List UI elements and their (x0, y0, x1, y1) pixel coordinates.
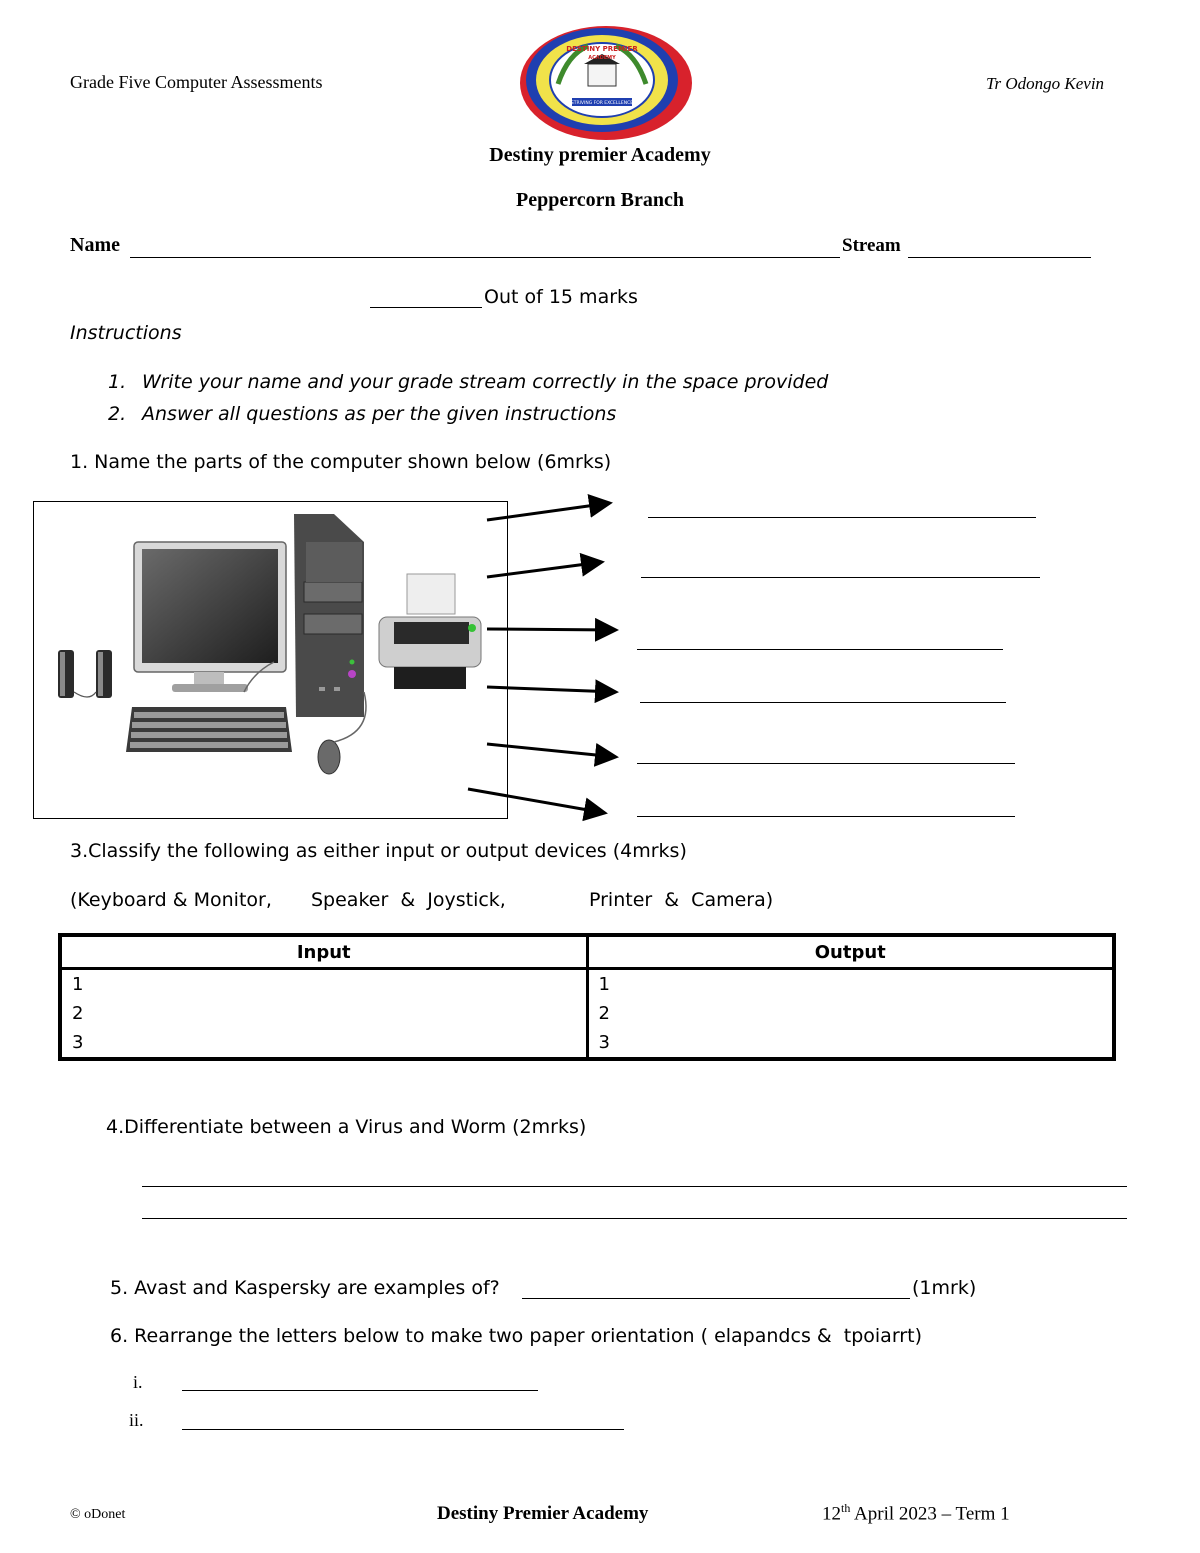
device-pair: Printer & Camera) (589, 889, 774, 911)
part-answer-line[interactable] (641, 577, 1040, 578)
table-row (60, 969, 1114, 1000)
table-cell[interactable]: 3 (587, 1028, 1114, 1059)
computer-image (33, 501, 508, 819)
table-cell[interactable]: 2 (587, 999, 1114, 1028)
part-answer-line[interactable] (640, 702, 1006, 703)
instructions-heading: Instructions (70, 322, 182, 344)
table-cell[interactable]: 2 (60, 999, 587, 1028)
instruction-text: Answer all questions as per the given instructions (142, 403, 617, 425)
table-row (60, 999, 1114, 1028)
arrow-2 (487, 562, 602, 577)
table-header-input: Input (60, 935, 587, 969)
name-label: Name (70, 234, 120, 256)
table-header-output: Output (587, 935, 1114, 969)
arrow-5 (487, 744, 616, 757)
logo-title-text: DESTINY PREMIER (566, 45, 638, 53)
part-answer-line[interactable] (637, 816, 1015, 817)
arrow-3 (487, 629, 616, 630)
printer-paper (407, 574, 455, 614)
part-answer-line[interactable] (637, 649, 1003, 650)
footer-copyright: © oDonet (70, 1507, 126, 1522)
arrow-4 (487, 687, 616, 692)
pointer-arrows (460, 490, 640, 825)
header-left-text: Grade Five Computer Assessments (70, 72, 323, 92)
computer-illustration (34, 502, 507, 818)
marks-label: Out of 15 marks (484, 286, 638, 308)
instruction-number: 2. (108, 403, 127, 425)
table-row (60, 1028, 1114, 1059)
marks-answer-line[interactable] (370, 307, 482, 308)
question-5-marks: (1mrk) (912, 1277, 977, 1299)
device-pair: (Keyboard & Monitor, (70, 889, 272, 911)
stream-label: Stream (842, 235, 901, 256)
question-1-text: 1. Name the parts of the computer shown below (6mrks) (70, 451, 612, 473)
orientation-answer-line[interactable] (182, 1390, 538, 1391)
logo-motto-text: STRIVING FOR EXCELLENCE (570, 101, 634, 106)
arrow-1 (487, 503, 610, 520)
footer-date-rest: April 2023 – Term 1 (850, 1503, 1010, 1525)
table-cell[interactable]: 1 (587, 969, 1114, 1000)
mouse-icon (318, 740, 340, 774)
arrow-6 (468, 789, 605, 813)
question-5-text: 5. Avast and Kaspersky are examples of? (110, 1277, 500, 1299)
part-answer-line[interactable] (637, 763, 1015, 764)
school-title: Destiny premier Academy (489, 144, 711, 166)
footer-date-day: 12 (822, 1503, 841, 1525)
list-item-marker: i. (133, 1372, 143, 1392)
footer-school-name: Destiny Premier Academy (437, 1503, 649, 1524)
header-right-text: Tr Odongo Kevin (986, 74, 1105, 93)
device-pair: Speaker & Joystick, (311, 889, 506, 911)
instruction-number: 1. (108, 371, 127, 393)
part-answer-line[interactable] (648, 517, 1036, 518)
footer-date (822, 1501, 1010, 1525)
stream-answer-line[interactable] (908, 257, 1091, 258)
name-answer-line[interactable] (130, 257, 840, 258)
logo-subtitle-text: ACADEMY (588, 55, 616, 61)
branch-title: Peppercorn Branch (516, 189, 684, 211)
question-4-text: 4.Differentiate between a Virus and Worm (2mrks) (106, 1116, 587, 1138)
answer-line[interactable] (142, 1218, 1127, 1219)
table-cell[interactable]: 1 (60, 969, 587, 1000)
table-cell[interactable]: 3 (60, 1028, 587, 1059)
instruction-text: Write your name and your grade stream correctly in the space provided (142, 371, 829, 393)
question-6-text: 6. Rearrange the letters below to make two paper orientation ( elapandcs & tpoiarrt) (110, 1325, 922, 1347)
question-5-answer-line[interactable] (522, 1298, 910, 1299)
classification-table (58, 933, 1116, 1061)
school-logo (518, 24, 694, 142)
footer-date-suffix: th (841, 1501, 851, 1515)
question-3-text: 3.Classify the following as either input or output devices (4mrks) (70, 840, 687, 862)
orientation-answer-line[interactable] (182, 1429, 624, 1430)
list-item-marker: ii. (129, 1410, 144, 1430)
answer-line[interactable] (142, 1186, 1127, 1187)
